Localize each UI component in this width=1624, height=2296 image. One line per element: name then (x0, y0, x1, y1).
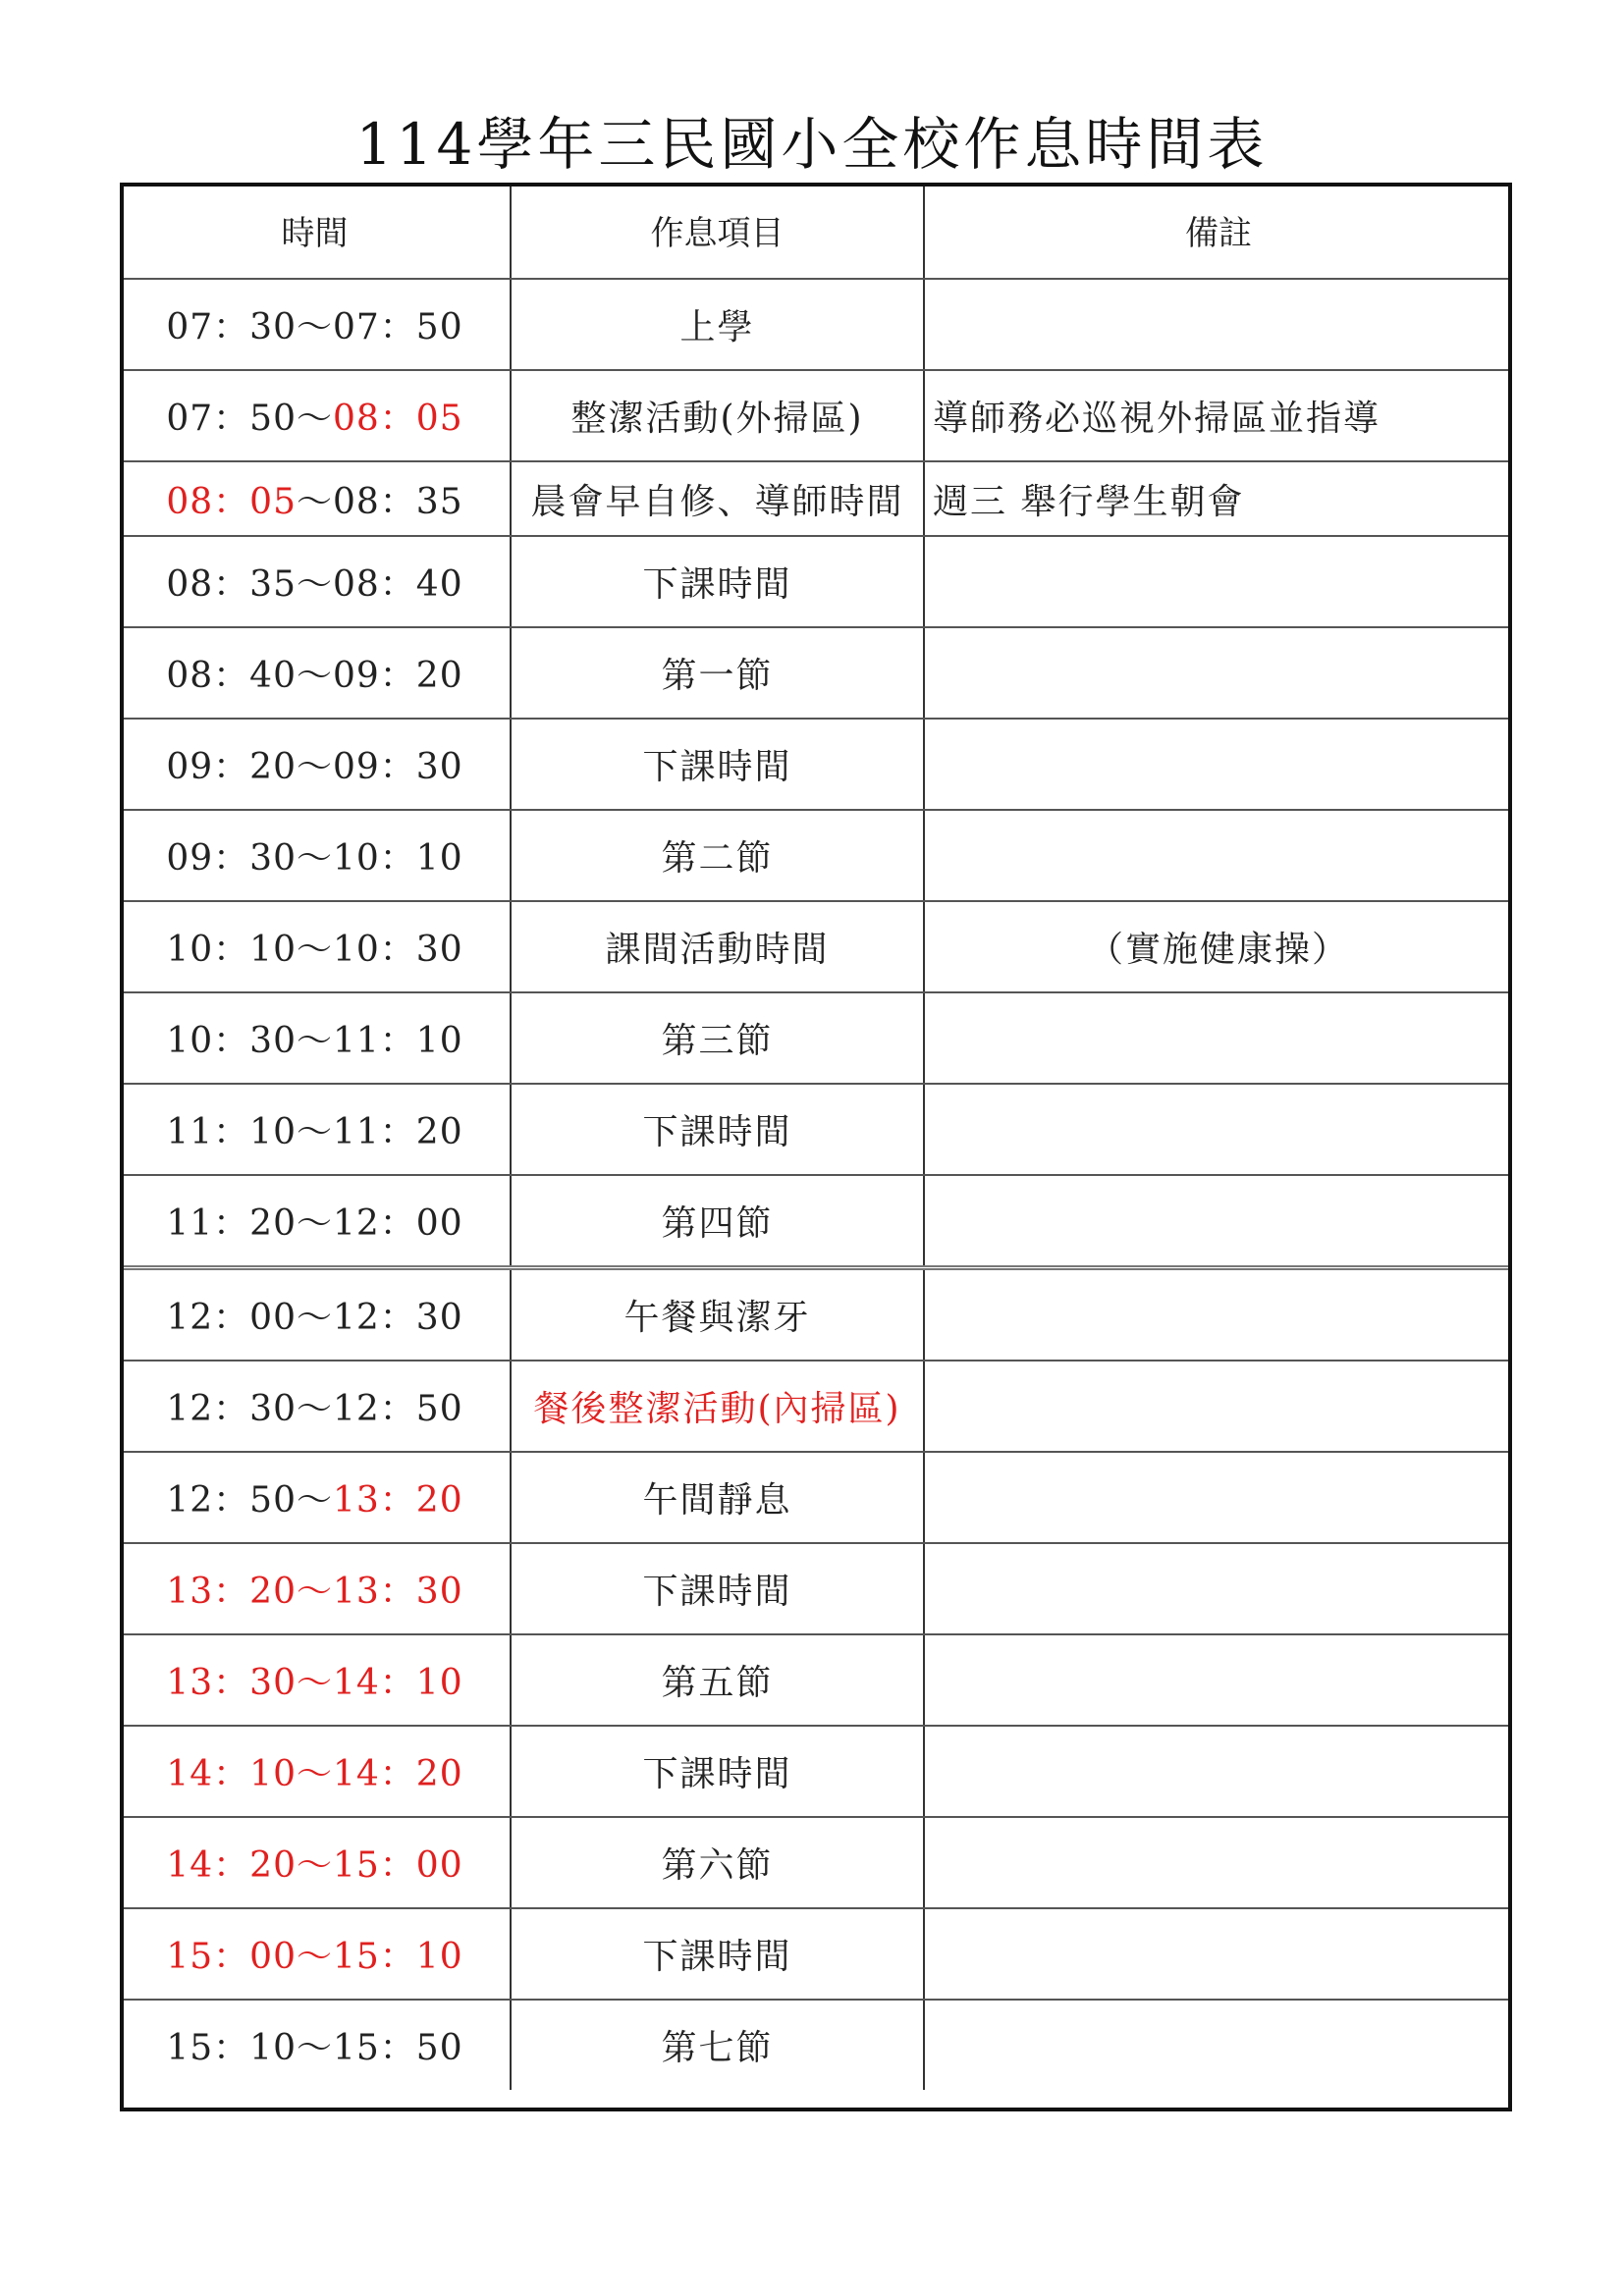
activity-cell: 第七節 (511, 2000, 924, 2090)
time-cell: 11：20～12：00 (120, 1175, 511, 1268)
note-cell: 週三 舉行學生朝會 (924, 461, 1512, 536)
header-time: 時間 (120, 183, 511, 279)
time-cell: 10：30～11：10 (120, 992, 511, 1084)
time-cell: 09：30～10：10 (120, 810, 511, 901)
activity-cell: 上學 (511, 279, 924, 370)
note-cell: 導師務必巡視外掃區並指導 (924, 370, 1512, 461)
page-title: 114學年三民國小全校作息時間表 (355, 111, 1269, 178)
activity-cell: 第二節 (511, 810, 924, 901)
time-cell: 12：50～13：20 (120, 1452, 511, 1543)
time-cell: 13：20～13：30 (120, 1543, 511, 1634)
activity-cell: 第六節 (511, 1817, 924, 1908)
activity-cell: 下課時間 (511, 1543, 924, 1634)
time-cell: 15：00～15：10 (120, 1908, 511, 2000)
time-cell: 11：10～11：20 (120, 1084, 511, 1175)
time-cell: 08：40～09：20 (120, 627, 511, 719)
time-cell: 15：10～15：50 (166, 2028, 463, 2068)
time-cell: 08：35～08：40 (120, 536, 511, 627)
activity-cell: 第四節 (511, 1175, 924, 1268)
activity-cell: 晨會早自修、導師時間 (511, 461, 924, 536)
table-outer-border (120, 183, 1512, 2111)
activity-cell: 午餐與潔牙 (511, 1268, 924, 1362)
header-notes: 備註 (924, 183, 1512, 279)
note-cell: （實施健康操） (924, 901, 1512, 992)
activity-cell: 下課時間 (511, 1084, 924, 1175)
activity-cell: 下課時間 (511, 719, 924, 810)
activity-cell: 第三節 (511, 992, 924, 1084)
time-cell: 12：00～12：30 (120, 1268, 511, 1362)
activity-cell: 下課時間 (511, 1726, 924, 1817)
activity-cell: 整潔活動(外掃區) (511, 370, 924, 461)
time-cell: 12：30～12：50 (120, 1361, 511, 1452)
time-cell: 09：20～09：30 (120, 719, 511, 810)
time-cell: 08：05～08：35 (120, 461, 511, 536)
activity-cell: 第一節 (511, 627, 924, 719)
header-activity: 作息項目 (511, 183, 924, 279)
time-cell: 13：30～14：10 (120, 1634, 511, 1726)
time-cell: 14：10～14：20 (120, 1726, 511, 1817)
activity-cell: 餐後整潔活動(內掃區) (511, 1361, 924, 1452)
activity-cell: 第五節 (511, 1634, 924, 1726)
activity-cell: 下課時間 (511, 1908, 924, 2000)
time-cell: 10：10～10：30 (120, 901, 511, 992)
activity-cell: 下課時間 (511, 536, 924, 627)
time-cell: 07：50～08：05 (120, 370, 511, 461)
time-cell: 07：30～07：50 (120, 279, 511, 370)
time-cell: 14：20～15：00 (120, 1817, 511, 1908)
activity-cell: 課間活動時間 (511, 901, 924, 992)
activity-cell: 午間靜息 (511, 1452, 924, 1543)
